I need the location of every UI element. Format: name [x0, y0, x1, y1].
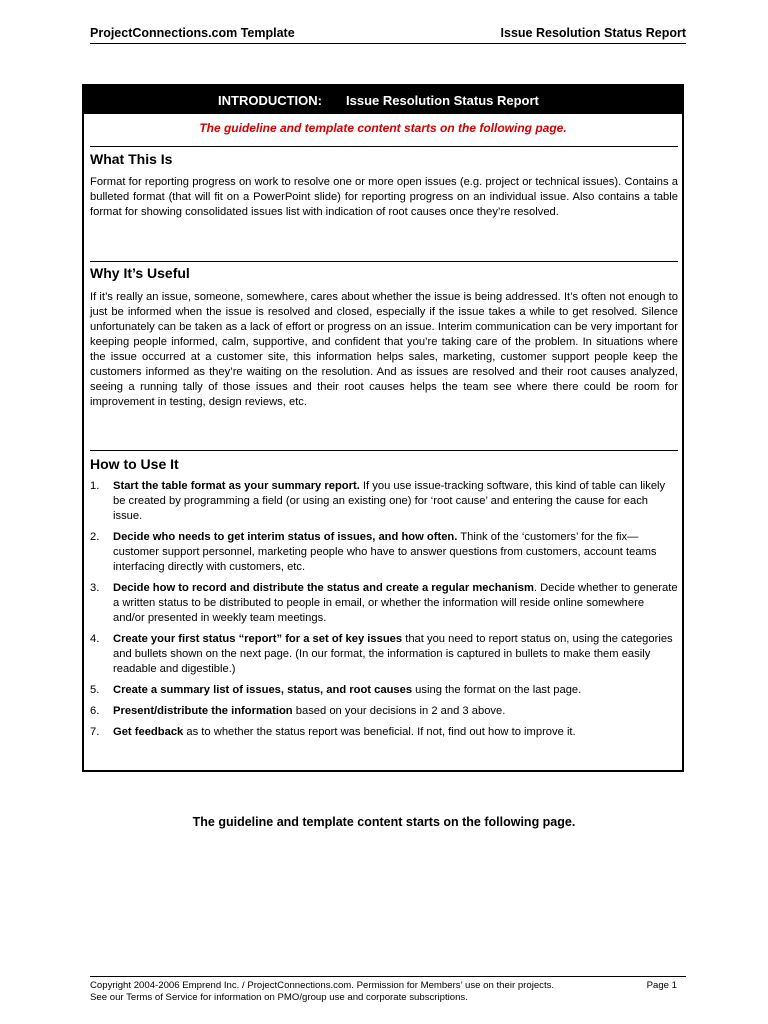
footer-copyright: Copyright 2004-2006 Emprend Inc. / ProjectConnections.com. Permission for Members’ use on their projects. — [90, 980, 555, 991]
bottom-guideline-notice: The guideline and template content starts on the following page. — [192, 815, 576, 829]
step-text: Think of the ‘customers’ for the fix—customer support personnel, marketing people who have to answer questions from customers, account teams interfacing directly with customers, etc. — [113, 531, 657, 573]
step-lead: Create your first status “report” for a set of key issues — [113, 633, 403, 645]
step-number: 4. — [90, 633, 100, 645]
list-item — [90, 632, 678, 677]
step-lead: Decide how to record and distribute the status and create a regular mechanism — [113, 582, 534, 594]
how-to-steps-list — [90, 479, 678, 746]
guideline-notice: The guideline and template content starts on the following page. — [199, 121, 567, 135]
step-text: If you use issue-tracking software, this kind of table can likely be created by programming a field (or using an existing one) for ‘root cause’ and entering the cause for each issue. — [113, 480, 666, 522]
section-title-how: How to Use It — [90, 456, 179, 472]
step-text: that you need to report status on, using the categories and bullets shown on the next page. (In our format, the information is captured in bullets to make them easily readable and digestible.) — [113, 633, 673, 675]
list-item — [90, 479, 678, 524]
step-number: 3. — [90, 582, 100, 594]
header-divider — [90, 43, 686, 44]
banner-title: Issue Resolution Status Report — [346, 93, 539, 108]
step-text: as to whether the status report was beneficial. If not, find out how to improve it. — [183, 726, 576, 738]
page-number: Page 1 — [646, 980, 677, 991]
introduction-banner — [84, 86, 682, 114]
step-number: 2. — [90, 531, 100, 543]
introduction-box — [82, 84, 684, 772]
step-lead: Decide who needs to get interim status of issues, and how often. — [113, 531, 458, 543]
section-title-what: What This Is — [90, 151, 173, 167]
step-number: 5. — [90, 684, 100, 696]
section-body-what: Format for reporting progress on work to resolve one or more open issues (e.g. project or technical issues). Contains a bulleted format (that will fit on a PowerPoint slide) for reporting progress on an individual issue. Also contains a table format for showing consolidated issues list with indication of root causes once they’re resolved. — [90, 176, 678, 218]
section-body-why: If it’s really an issue, someone, somewhere, cares about whether the issue is being addressed. It’s often not enough to just be informed when the issue is resolved and closed, especially if the issue takes a while to get resolved. Silence unfortunately can be taken as a lack of effort or progress on an issue. Interim communication can be very important for keeping people informed, calm, supportive, and confident that you’re taking care of the problem. In situations where the issue occurred at a customer site, this information helps sales, marketing, customer support people keep the customers informed as they’re waiting on the resolution. And as issues are resolved and their root causes analyzed, seeing a running tally of those issues and their root causes helps the team see where there could be room for improvement in testing, design reviews, etc. — [90, 291, 678, 408]
list-item — [90, 530, 678, 575]
list-item — [90, 704, 678, 719]
step-number: 1. — [90, 480, 100, 492]
step-lead: Start the table format as your summary report. — [113, 480, 360, 492]
section-title-why: Why It’s Useful — [90, 265, 190, 281]
step-text: using the format on the last page. — [412, 684, 582, 696]
footer-terms: See our Terms of Service for information on PMO/group use and corporate subscriptions. — [90, 992, 468, 1003]
page-header — [90, 26, 686, 42]
step-number: 7. — [90, 726, 100, 738]
list-item — [90, 683, 678, 698]
banner-label: INTRODUCTION: — [218, 93, 322, 108]
step-lead: Get feedback — [113, 726, 184, 738]
step-lead: Present/distribute the information — [113, 705, 293, 717]
list-item — [90, 725, 678, 740]
header-right-title: Issue Resolution Status Report — [500, 26, 686, 40]
step-text: based on your decisions in 2 and 3 above. — [292, 705, 506, 717]
section-divider — [90, 146, 678, 147]
footer-divider — [90, 976, 686, 977]
page-footer — [90, 980, 686, 1004]
step-lead: Create a summary list of issues, status, and root causes — [113, 684, 413, 696]
header-left-title: ProjectConnections.com Template — [90, 26, 295, 40]
list-item — [90, 581, 678, 626]
step-text: . Decide whether to generate a written status to be distributed to people in email, or whether the information will reside online somewhere and/or presented in weekly team meetings. — [113, 582, 678, 624]
step-number: 6. — [90, 705, 100, 717]
section-divider — [90, 450, 678, 451]
section-divider — [90, 261, 678, 262]
